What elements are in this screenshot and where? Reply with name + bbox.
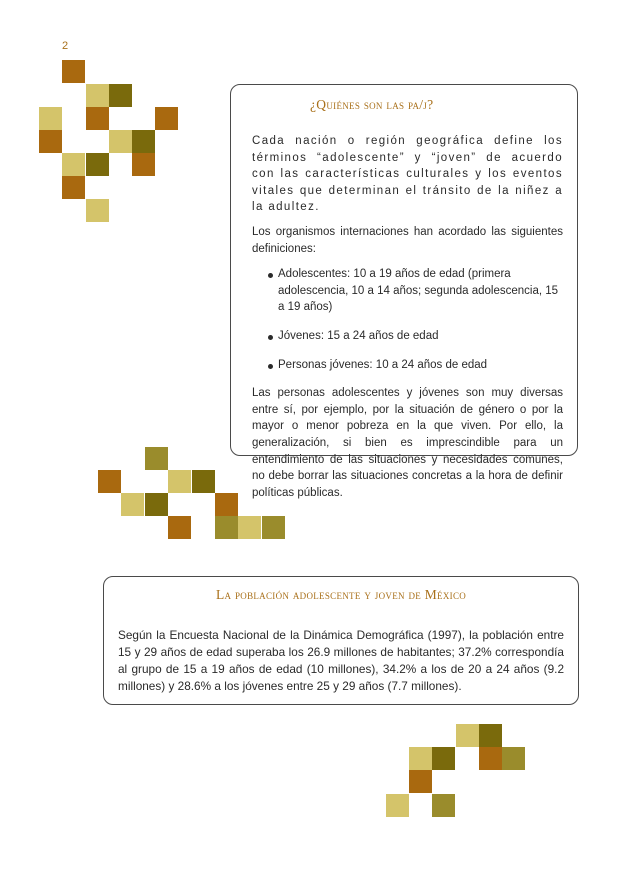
- intro-paragraph: Cada nación o región geográfica define los términos “adolescente” y “joven” de acuerdo con las características culturales y los eventos vitales que determinan el tránsito de la niñez a la adultez.: [252, 135, 563, 214]
- page-number: 2: [62, 40, 69, 52]
- mosaic-tile: [86, 153, 109, 176]
- mosaic-tile: [155, 107, 178, 130]
- mosaic-tile: [479, 724, 502, 747]
- population-box-title: La población adolescente y joven de México: [215, 587, 467, 602]
- population-paragraph: Según la Encuesta Nacional de la Dinámica Demográfica (1997), la población entre 15 y 29 años de edad superaba los 26.9 millones de habitantes; 37.2% correspondía al grupo de 15 a 19 años de edad (10 millones), 34.2% a los de 20 a 24 años (9.2 millones) y 28.6% a los jóvenes entre 25 y 29 años (7.7 millones).: [118, 628, 564, 693]
- mosaic-tile: [432, 747, 455, 770]
- mosaic-tile: [409, 770, 432, 793]
- mosaic-tile: [62, 153, 85, 176]
- mosaic-tile: [145, 447, 168, 470]
- bullet-icon: [268, 335, 273, 340]
- mosaic-tile: [132, 130, 155, 153]
- mosaic-tile: [215, 493, 238, 516]
- mosaic-tile: [192, 470, 215, 493]
- mosaic-tile: [62, 176, 85, 199]
- mosaic-tile: [502, 747, 525, 770]
- mosaic-tile: [132, 153, 155, 176]
- mosaic-tile: [432, 794, 455, 817]
- mosaic-tile: [409, 747, 432, 770]
- mosaic-tile: [262, 516, 285, 539]
- bullet-icon: [268, 364, 273, 369]
- mosaic-tile: [145, 493, 168, 516]
- mosaic-tile: [62, 60, 85, 83]
- mosaic-tile: [479, 747, 502, 770]
- population-box: [103, 576, 579, 705]
- mosaic-tile: [86, 107, 109, 130]
- list-item: Personas jóvenes: 10 a 24 años de edad: [262, 357, 563, 374]
- mosaic-tile: [86, 199, 109, 222]
- mosaic-tile: [215, 516, 238, 539]
- mosaic-tile: [39, 130, 62, 153]
- list-item: Jóvenes: 15 a 24 años de edad: [262, 328, 563, 345]
- mosaic-tile: [168, 470, 191, 493]
- definition-box: [230, 84, 578, 499]
- mosaic-tile: [86, 84, 109, 107]
- mosaic-tile: [109, 84, 132, 107]
- mosaic-tile: [456, 724, 479, 747]
- lead-paragraph: Los organismos internaciones han acordado las siguientes definiciones:: [252, 225, 563, 255]
- mosaic-tile: [238, 516, 261, 539]
- mosaic-tile: [98, 470, 121, 493]
- closing-paragraph: Las personas adolescentes y jóvenes son muy diversas entre sí, por ejemplo, por la situación de género o por la mayor o menor pobreza en la que viven. Por ello, la generalización, si bien es imprescindible para un entendimiento de las situaciones y necesidades comunes, no debe borrar las situaciones concretas a la hora de definir políticas públicas.: [252, 387, 563, 499]
- mosaic-tile: [39, 107, 62, 130]
- bullet-icon: [268, 273, 273, 278]
- mosaic-tile: [109, 130, 132, 153]
- mosaic-tile: [168, 516, 191, 539]
- mosaic-tile: [386, 794, 409, 817]
- definitions-list: [262, 266, 563, 373]
- list-item: Adolescentes: 10 a 19 años de edad (primera adolescencia, 10 a 14 años; segunda adolescencia, 15 a 19 años): [262, 266, 563, 316]
- mosaic-tile: [121, 493, 144, 516]
- definition-box-title: ¿Quiénes son las pa/j?: [310, 97, 434, 112]
